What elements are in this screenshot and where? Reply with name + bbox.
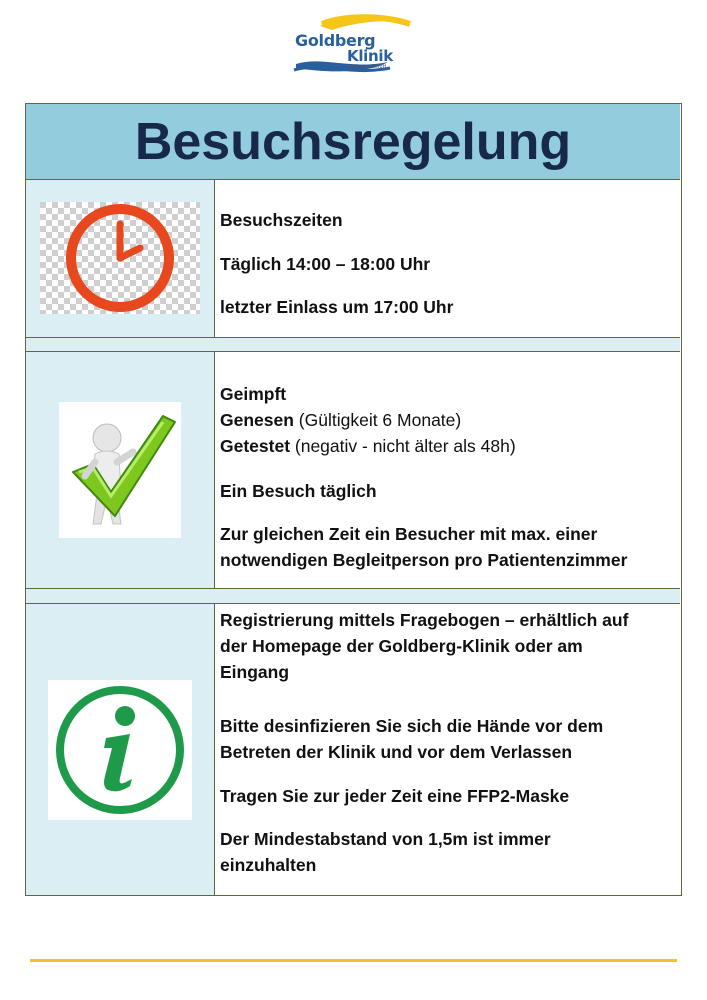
logo-name-line3: Kelheim GmbH: [349, 64, 387, 70]
distance-line2: einzuhalten: [220, 855, 317, 875]
title-bar: [26, 104, 680, 180]
one-visit-daily: Ein Besuch täglich: [220, 481, 377, 501]
registration-line2: der Homepage der Goldberg-Klinik oder am: [220, 636, 583, 656]
recovered-label: Genesen: [220, 410, 294, 430]
visiting-rules-table: [25, 103, 682, 896]
recovered-note: (Gültigkeit 6 Monate): [293, 410, 462, 430]
registration-line1: Registrierung mittels Fragebogen – erhältlich auf: [220, 610, 629, 630]
logo-name-line1: Goldberg: [295, 31, 376, 50]
icon-cell: [26, 180, 215, 337]
tested-note: (negativ - nicht älter als 48h): [290, 436, 516, 456]
checkmark-person-icon: [59, 402, 181, 538]
row-spacer: [26, 338, 680, 352]
vaccinated-line: Geimpft: [220, 384, 287, 404]
info-icon: [48, 680, 192, 820]
tested-label: Getestet: [220, 436, 291, 456]
footer-rule: [30, 959, 677, 962]
clock-icon: [40, 202, 200, 314]
page-title: Besuchsregelung: [134, 113, 572, 171]
text-cell: [215, 180, 680, 337]
section-visiting-hours: [26, 180, 680, 338]
distance-line1: Der Mindestabstand von 1,5m ist immer: [220, 829, 551, 849]
goldberg-klinik-logo: [292, 12, 417, 78]
last-admission: letzter Einlass um 17:00 Uhr: [220, 297, 454, 317]
row-spacer: [26, 589, 680, 604]
recovered-line: [220, 407, 461, 433]
visitor-limit-line1: Zur gleichen Zeit ein Besucher mit max. einer: [220, 524, 598, 544]
tested-line: [220, 433, 516, 459]
visiting-hours-daily: Täglich 14:00 – 18:00 Uhr: [220, 254, 431, 274]
logo-name-line2: Klinik: [347, 47, 393, 65]
visiting-hours-heading: Besuchszeiten: [220, 210, 343, 230]
text-cell: [215, 352, 680, 588]
visitor-limit-line2: notwendigen Begleitperson pro Patientenzimmer: [220, 550, 628, 570]
disinfect-line1: Bitte desinfizieren Sie sich die Hände vor dem: [220, 716, 604, 736]
icon-cell: [26, 604, 215, 895]
ffp2-mask-line: Tragen Sie zur jeder Zeit eine FFP2-Maske: [220, 786, 570, 806]
icon-cell: [26, 352, 215, 588]
section-access-rules: [26, 352, 680, 589]
text-cell: [215, 604, 680, 895]
disinfect-line2: Betreten der Klinik und vor dem Verlassen: [220, 742, 573, 762]
section-information: [26, 604, 680, 895]
registration-line3: Eingang: [220, 662, 290, 682]
